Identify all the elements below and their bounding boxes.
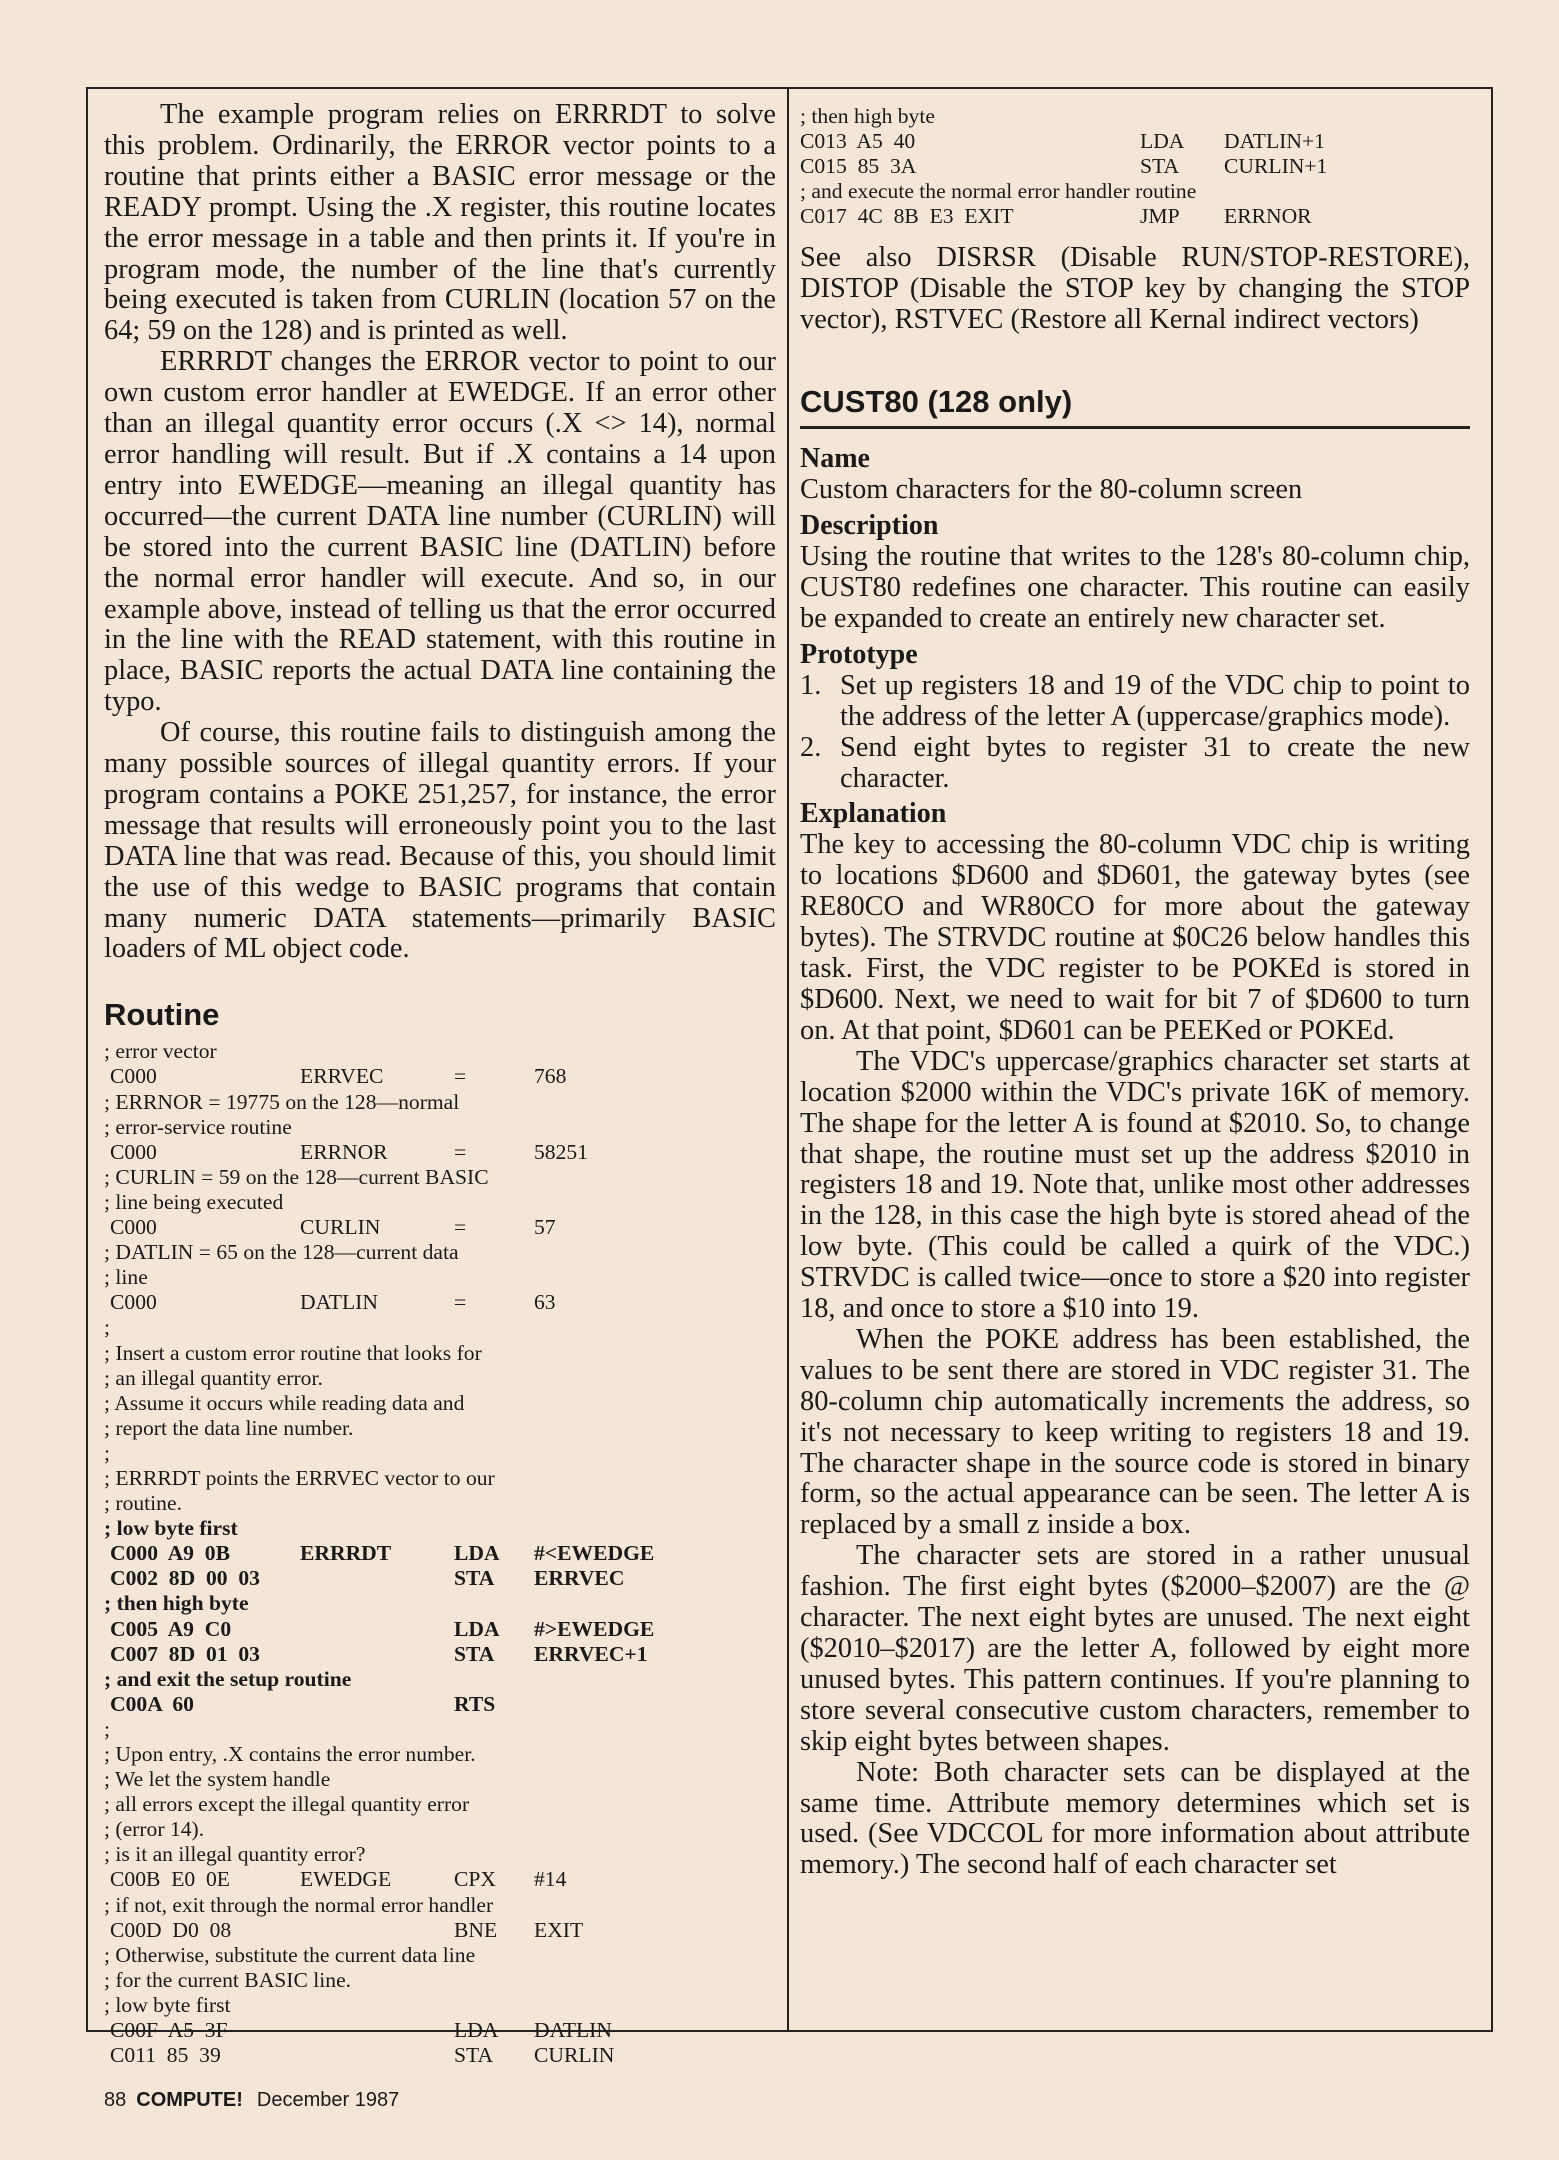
code-address: C00B E0 0E	[110, 1867, 230, 1892]
name-label: Name	[800, 443, 870, 475]
code-comment: ; ERRRDT points the ERRVEC vector to our	[104, 1465, 495, 1490]
explanation-paragraph-1: The key to accessing the 80-column VDC chip is writing to locations $D600 and $D601, the gateway bytes (see RE80CO and WR80CO for more about the gateway bytes). The STRVDC routine at $0C26 below handles this task. First, the VDC register to be POKEd is stored in $D600. Next, we need to wait for bit 7 of $D600 to turn on. At that point, $D601 can be PEEKed or POKEd.	[800, 829, 1470, 1046]
code-comment: ; DATLIN = 65 on the 128—current data	[104, 1240, 459, 1265]
code-op: STA	[1140, 154, 1180, 179]
code-label: DATLIN	[300, 1290, 378, 1315]
code-comment: ; error-service routine	[104, 1114, 292, 1139]
code-address: C007 8D 01 03	[110, 1641, 260, 1666]
prototype-item	[800, 671, 1470, 733]
code-op: STA	[454, 1641, 495, 1666]
prototype-item-text: Send eight bytes to register 31 to create the new character.	[840, 731, 1470, 794]
code-op: =	[454, 1139, 467, 1164]
code-op: JMP	[1140, 204, 1180, 229]
code-comment: ; then high byte	[800, 104, 935, 128]
explanation-paragraph-5-text: Note: Both character sets can be displayed at the same time. Attribute memory determines which set is used. (See VDCCOL for more information about attribute memory.) The second half of each character set	[800, 1756, 1470, 1881]
code-op: STA	[454, 1566, 495, 1591]
description-text: Using the routine that writes to the 128's 80-column chip, CUST80 redefines one character. This routine can easily be expanded to create an entirely new character set.	[800, 541, 1470, 634]
code-line	[104, 2043, 776, 2068]
routine-code-listing	[104, 1039, 776, 2068]
code-operand: CURLIN	[534, 2043, 615, 2068]
code-op: =	[454, 1064, 467, 1089]
code-address: C005 A9 C0	[110, 1616, 232, 1641]
code-comment: ;	[104, 1315, 110, 1340]
explanation-paragraph-5	[800, 1758, 1470, 1882]
code-comment: ; then high byte	[104, 1591, 249, 1616]
code-address: C00D D0 08	[110, 1917, 232, 1942]
prototype-item	[800, 733, 1470, 795]
code-address: C000	[110, 1215, 157, 1240]
code-comment: ; We let the system handle	[104, 1767, 331, 1792]
prototype-item-number: 2.	[800, 731, 822, 763]
explanation-paragraph-3-text: When the POKE address has been established, the values to be sent there are stored in VDC register 31. The 80-column chip automatically increments the address, so it's not necessary to keep writing to registers 18 and 19. The character shape in the source code is stored in binary form, so the actual appearance can be seen. The letter A is replaced by a small z inside a box.	[800, 1323, 1470, 1541]
right-column	[800, 104, 1470, 1881]
code-line	[104, 1541, 776, 1566]
paragraph-3	[104, 718, 776, 965]
prototype-label: Prototype	[800, 638, 918, 670]
explanation-label: Explanation	[800, 798, 947, 830]
code-comment: ; Otherwise, substitute the current data line	[104, 1942, 476, 1967]
page-number: 88	[104, 2089, 127, 2111]
code-label: ERRRDT	[300, 1541, 392, 1566]
code-line	[104, 1617, 776, 1642]
code-comment: ; line	[104, 1265, 148, 1290]
code-address: C002 8D 00 03	[110, 1566, 260, 1591]
code-op: =	[454, 1290, 467, 1315]
code-op: STA	[454, 2043, 494, 2068]
code-comment: ; low byte first	[104, 1516, 238, 1541]
name-text: Custom characters for the 80-column screen	[800, 474, 1303, 506]
left-column	[104, 100, 776, 2068]
code-comment: ; Insert a custom error routine that looks for	[104, 1340, 482, 1365]
code-operand: DATLIN+1	[1224, 129, 1325, 154]
code-operand: ERRVEC	[534, 1566, 625, 1591]
code-line	[104, 2018, 776, 2043]
code-comment: ;	[104, 1716, 110, 1741]
code-comment: ; for the current BASIC line.	[104, 1967, 352, 1992]
code-label: ERRNOR	[300, 1139, 388, 1164]
code-comment: ; report the data line number.	[104, 1415, 354, 1440]
code-address: C011 85 39	[110, 2043, 221, 2068]
code-line	[104, 1692, 776, 1717]
paragraph-3-text: Of course, this routine fails to distinguish among the many possible sources of illegal quantity errors. If your program contains a POKE 251,257, for instance, the error message that results will erroneously point you to the last DATA line that was read. Because of this, you should limit the use of this wedge to BASIC programs that contain many numeric DATA statements—primarily BASIC loaders of ML object code.	[104, 717, 776, 965]
see-also: See also DISRSR (Disable RUN/STOP-RESTORE), DISTOP (Disable the STOP key by changing the STOP vector), RSTVEC (Restore all Kernal indirect vectors)	[800, 242, 1470, 336]
paragraph-1	[104, 100, 776, 347]
code-comment: ; ERRNOR = 19775 on the 128—normal	[104, 1089, 460, 1114]
code-line	[104, 1867, 776, 1892]
page-footer	[104, 2089, 399, 2112]
code-operand: 58251	[534, 1139, 588, 1164]
code-op: CPX	[454, 1867, 497, 1892]
routine-code-continued	[800, 104, 1470, 229]
code-line	[104, 1290, 776, 1315]
code-line	[104, 1642, 776, 1667]
code-comment: ; Upon entry, .X contains the error number.	[104, 1742, 476, 1766]
paragraph-2	[104, 347, 776, 718]
code-operand: 768	[534, 1064, 567, 1089]
magazine-name: COMPUTE!	[136, 2089, 243, 2111]
explanation-paragraph-2-text: The VDC's uppercase/graphics character set starts at location $2000 within the VDC's private 16K of memory. The shape for the letter A is found at $2010. So, to change that shape, the routine must set up the address $2010 in registers 18 and 19. Note that, unlike most other addresses in the 128, in this case the high byte is stored ahead of the low byte. (This could be called a quirk of the VDC.) STRVDC is called twice—once to store a $20 into register 18, and once to store a $10 into 19.	[800, 1045, 1470, 1325]
code-comment: ; (error 14).	[104, 1817, 205, 1842]
code-comment: ; line being executed	[104, 1189, 284, 1214]
routine-heading: Routine	[104, 997, 220, 1033]
code-comment: ; an illegal quantity error.	[104, 1365, 323, 1390]
code-operand: CURLIN+1	[1224, 154, 1328, 179]
code-label: CURLIN	[300, 1215, 381, 1240]
explanation-paragraph-3	[800, 1325, 1470, 1541]
code-line	[104, 1064, 776, 1089]
issue-date: December 1987	[256, 2089, 400, 2111]
code-address: C000 A9 0B	[110, 1541, 230, 1566]
code-operand: 57	[534, 1215, 556, 1240]
code-comment: ; error vector	[104, 1039, 217, 1064]
code-operand: EXIT	[534, 1917, 584, 1942]
prototype-item-text: Set up registers 18 and 19 of the VDC chip to point to the address of the letter A (uppercase/graphics mode).	[840, 669, 1470, 732]
section-title: CUST80 (128 only)	[800, 384, 1470, 429]
column-divider	[787, 87, 789, 2032]
code-address: C000	[110, 1139, 157, 1164]
code-comment: ; CURLIN = 59 on the 128—current BASIC	[104, 1164, 489, 1189]
code-operand: #>EWEDGE	[534, 1616, 655, 1641]
code-comment: ; all errors except the illegal quantity error	[104, 1792, 470, 1817]
code-address: C013 A5 40	[800, 129, 916, 154]
code-comment: ; and execute the normal error handler routine	[800, 179, 1197, 204]
code-line	[800, 129, 1470, 154]
code-label: EWEDGE	[300, 1867, 392, 1892]
code-operand: #14	[534, 1867, 567, 1892]
code-comment: ; low byte first	[104, 1992, 231, 2017]
code-address: C017 4C 8B E3 EXIT	[800, 204, 1014, 229]
code-address: C00A 60	[110, 1691, 194, 1716]
code-operand: 63	[534, 1290, 556, 1315]
code-address: C00F A5 3F	[110, 2018, 228, 2043]
code-operand: DATLIN	[534, 2018, 612, 2043]
paragraph-2-text: ERRRDT changes the ERROR vector to point to our own custom error handler at EWEDGE. If an error other than an illegal quantity error occurs (.X <> 14), normal error handling will result. But if .X contains a 14 upon entry into EWEDGE—meaning an illegal quantity has occurred—the current DATA line number (CURLIN) will be stored into the current BASIC line (DATLIN) before the normal error handler will execute. And so, in our example above, instead of telling us that the error occurred in the line with the READ statement, with this routine in place, BASIC reports the actual DATA line containing the typo.	[104, 346, 776, 718]
paragraph-1-text: The example program relies on ERRRDT to solve this problem. Ordinarily, the ERROR vector points to a routine that prints either a BASIC error message or the READY prompt. Using the .X register, this routine locates the error message in a table and then prints it. If you're in program mode, the number of the line that's currently being executed is taken from CURLIN (location 57 on the 64; 59 on the 128) and is printed as well.	[104, 99, 776, 347]
code-operand: ERRNOR	[1224, 204, 1312, 229]
code-operand: ERRVEC+1	[534, 1641, 648, 1666]
code-op: LDA	[454, 1616, 500, 1641]
code-operand: #<EWEDGE	[534, 1541, 655, 1566]
explanation-paragraph-2	[800, 1047, 1470, 1325]
explanation-paragraph-4-text: The character sets are stored in a rather unusual fashion. The first eight bytes ($2000–$2007) are the @ character. The next eight bytes are unused. The next eight ($2010–$2017) are the letter A, followed by eight more unused bytes. This pattern continues. If you're planning to store several consecutive custom characters, remember to skip eight bytes between shapes.	[800, 1540, 1470, 1757]
code-comment: ;	[104, 1440, 110, 1465]
code-op: LDA	[1140, 129, 1185, 154]
code-comment: ; Assume it occurs while reading data and	[104, 1390, 465, 1415]
code-address: C000	[110, 1290, 157, 1315]
description-label: Description	[800, 510, 939, 542]
prototype-item-number: 1.	[800, 669, 822, 701]
code-op: BNE	[454, 1917, 498, 1942]
code-comment: ; and exit the setup routine	[104, 1666, 352, 1691]
code-line	[800, 204, 1470, 229]
code-op: LDA	[454, 2018, 499, 2043]
code-comment: ; routine.	[104, 1491, 182, 1516]
code-line	[104, 1140, 776, 1165]
prototype-list	[800, 671, 1470, 795]
code-op: LDA	[454, 1541, 500, 1566]
explanation-paragraph-4	[800, 1541, 1470, 1757]
code-label: ERRVEC	[300, 1064, 384, 1089]
code-line	[104, 1918, 776, 1943]
code-line	[104, 1215, 776, 1240]
code-comment: ; if not, exit through the normal error handler	[104, 1892, 494, 1917]
code-op: RTS	[454, 1691, 496, 1716]
code-op: =	[454, 1215, 467, 1240]
code-comment: ; is it an illegal quantity error?	[104, 1842, 366, 1867]
code-address: C015 85 3A	[800, 154, 917, 179]
code-line	[104, 1566, 776, 1591]
code-address: C000	[110, 1064, 157, 1089]
code-line	[800, 154, 1470, 179]
